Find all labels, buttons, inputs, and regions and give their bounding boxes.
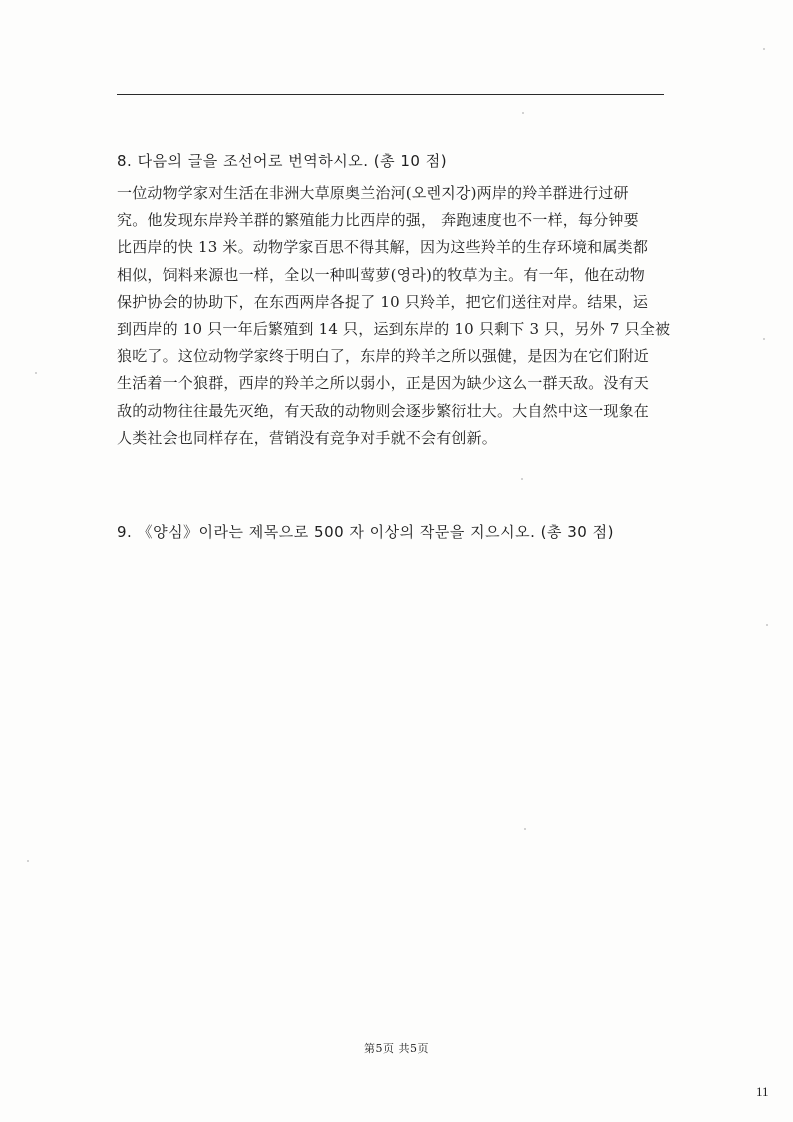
passage-line: 到西岸的 10 只一年后繁殖到 14 只，运到东岸的 10 只剩下 3 只，另外 7 只全被 — [117, 319, 671, 338]
passage-line: 相似，饲料来源也一样，全以一种叫莺萝(영라)的牧草为主。有一年，他在动物 — [117, 265, 645, 284]
scan-speck — [35, 372, 37, 374]
scan-speck — [521, 478, 523, 480]
scan-speck — [763, 48, 765, 50]
passage-line: 比西岸的快 13 米。动物学家百思不得其解，因为这些羚羊的生存环境和属类都 — [117, 238, 649, 257]
passage-line: 人类社会也同样存在，营销没有竞争对手就不会有创新。 — [117, 428, 498, 447]
chinese-passage — [117, 180, 671, 452]
scan-speck — [522, 112, 524, 114]
passage-line: 保护协会的协助下，在东西两岸各捉了 10 只羚羊，把它们送往对岸。结果，运 — [117, 292, 649, 311]
page-footer: 第5页 共5页 — [364, 1042, 429, 1055]
header-rule — [117, 94, 664, 95]
passage-line: 一位动物学家对生活在非洲大草原奥兰治河(오렌지강)两岸的羚羊群进行过研 — [117, 184, 629, 202]
passage-line: 生活着一个狼群，西岸的羚羊之所以弱小，正是因为缺少这么一群天敌。没有天 — [117, 374, 650, 393]
question-8: 8. 다음의 글을 조선어로 번역하시오. (총 10 점) — [117, 152, 448, 170]
passage-line: 敌的动物往往最先灭绝，有天敌的动物则会逐步繁衍壮大。大自然中这一现象在 — [117, 401, 650, 420]
scan-speck — [524, 828, 526, 830]
scan-speck — [27, 860, 29, 862]
passage-line: 狼吃了。这位动物学家终于明白了，东岸的羚羊之所以强健，是因为在它们附近 — [117, 347, 650, 366]
question-9: 9. 《양심》이라는 제목으로 500 자 이상의 작문을 지으시오. (총 30 점) — [117, 523, 614, 541]
page-number: 11 — [756, 1084, 769, 1099]
scan-speck — [763, 338, 765, 340]
passage-line: 究。他发现东岸羚羊群的繁殖能力比西岸的强， 奔跑速度也不一样，每分钟要 — [117, 211, 639, 230]
scan-speck — [766, 624, 768, 626]
